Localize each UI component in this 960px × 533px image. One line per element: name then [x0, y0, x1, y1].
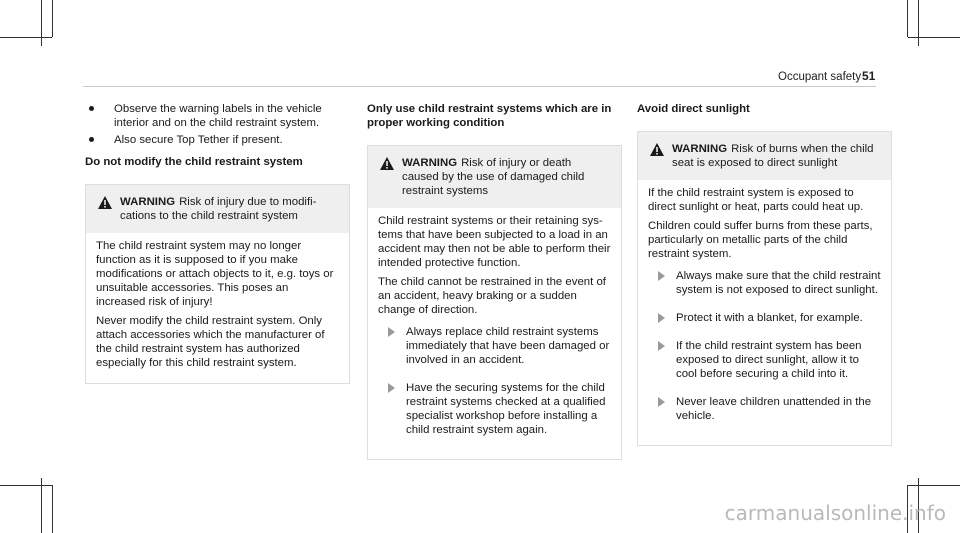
step-text: If the child restraint system has been exposed to direct sunlight, allow it to cool before securing a child into it. [676, 340, 862, 380]
step-text: Never leave children unattended in the vehicle. [676, 396, 872, 422]
step-list [378, 325, 611, 437]
bullet-icon [89, 137, 94, 142]
warning-box [85, 184, 350, 384]
column-2 [367, 102, 622, 460]
warning-title: Risk of injury due to modifi- cations to the child restraint system [120, 196, 317, 222]
list-item [648, 269, 881, 297]
warning-box [637, 131, 892, 446]
crop-mark [907, 0, 908, 37]
arrow-right-icon [658, 271, 665, 281]
warning-box [367, 145, 622, 460]
warning-title: Risk of injury or death caused by the use of damaged child restraint systems [402, 157, 585, 197]
column-3 [637, 102, 892, 446]
crop-mark [52, 485, 53, 533]
header-divider [83, 86, 876, 87]
warning-paragraph: Child restraint systems or their retaining sys- tems that have been subjected to a load in an accident may then not be able to perform their intended protective function. [378, 215, 611, 269]
section-title: Occupant safety [778, 71, 862, 83]
list-item [648, 395, 881, 423]
crop-mark [908, 37, 960, 38]
crop-mark [0, 485, 52, 486]
section-heading: Do not modify the child restraint system [85, 156, 303, 168]
crop-mark [41, 0, 42, 46]
watermark: carmanualsonline.info [724, 501, 946, 525]
warning-paragraph: Children could suffer burns from these parts, particularly on metallic parts of the child restraint system. [648, 220, 873, 260]
bullet-list [85, 102, 350, 147]
step-text: Always replace child restraint systems immediately that have been damaged or involved in an accident. [406, 326, 610, 366]
arrow-right-icon [658, 313, 665, 323]
column-1 [85, 102, 350, 384]
warning-label: WARNING [672, 143, 728, 155]
warning-label: WARNING [402, 157, 458, 169]
warning-body [368, 208, 621, 459]
arrow-right-icon [388, 327, 395, 337]
warning-triangle-icon [380, 157, 394, 170]
list-item [648, 311, 881, 325]
warning-body [86, 233, 349, 383]
list-item [85, 133, 350, 147]
warning-paragraph: The child restraint system may no longer function as it is supposed to if you make modifications or attach objects to it, e.g. toys or unsuitable accessories. This poses an increased risk of injury! [96, 240, 334, 308]
warning-paragraph: Never modify the child restraint system. Only attach accessories which the manufacturer of the child restraint system has authorized especially for this child restraint system. [96, 315, 325, 369]
warning-body [638, 180, 891, 445]
warning-header [638, 132, 891, 180]
list-item-text: Also secure Top Tether if present. [114, 134, 283, 146]
page-number: 51 [862, 69, 876, 83]
bullet-icon [89, 106, 94, 111]
list-item [378, 325, 611, 367]
list-item [648, 339, 881, 381]
warning-paragraph: If the child restraint system is exposed to direct sunlight or heat, parts could heat up. [648, 187, 864, 213]
crop-mark [918, 0, 919, 46]
arrow-right-icon [388, 383, 395, 393]
list-item-text: Observe the warning labels in the vehicle interior and on the child restraint system. [114, 103, 322, 129]
warning-triangle-icon [98, 196, 112, 209]
step-text: Protect it with a blanket, for example. [676, 312, 863, 324]
arrow-right-icon [658, 341, 665, 351]
step-text: Always make sure that the child restraint system is not exposed to direct sunlight. [676, 270, 881, 296]
crop-mark [41, 478, 42, 533]
arrow-right-icon [658, 397, 665, 407]
section-heading: Avoid direct sunlight [637, 103, 750, 115]
section-heading: Only use child restraint systems which are in proper working condition [367, 103, 612, 129]
warning-header [86, 185, 349, 233]
step-list [648, 269, 881, 423]
warning-header [368, 146, 621, 208]
crop-mark [908, 485, 960, 486]
list-item [378, 381, 611, 437]
crop-mark [52, 0, 53, 37]
crop-mark [0, 37, 52, 38]
step-text: Have the securing systems for the child restraint systems checked at a qualified specialist workshop before installing a child restraint system again. [406, 382, 606, 436]
warning-label: WARNING [120, 196, 176, 208]
warning-triangle-icon [650, 143, 664, 156]
list-item [85, 102, 350, 130]
warning-title: Risk of burns when the child seat is exposed to direct sunlight [672, 143, 874, 169]
warning-paragraph: The child cannot be restrained in the event of an accident, heavy braking or a sudden change of direction. [378, 276, 606, 316]
